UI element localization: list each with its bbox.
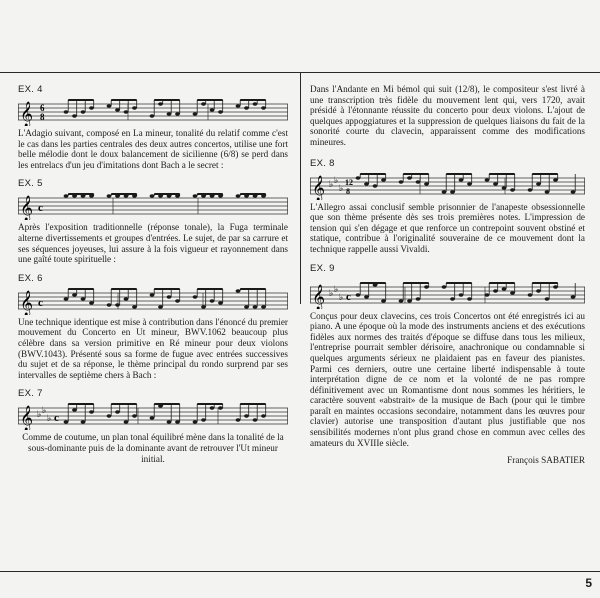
note-head	[236, 104, 241, 107]
note-head	[218, 407, 223, 410]
note-head	[124, 297, 129, 300]
note-head	[493, 289, 498, 292]
note-head	[364, 295, 369, 298]
svg-text:𝄞: 𝄞	[20, 406, 34, 431]
note-head	[545, 190, 550, 193]
page-number: 5	[585, 576, 592, 590]
note-head	[175, 112, 180, 115]
note-head	[450, 190, 455, 193]
paragraph: Une technique identique est mise à contribution dans l'énoncé du premier mouvement du Concerto en Ut mineur, BWV.1062 beaucoup plus célèbre dans sa version primitive en Ré mineur pour deux violons (BWV.1043). Présenté sous sa forme de fugue avec entrées successives du sujet et de sa réponse, le thème principal du rondo surprend par ses intervalles de septième chers à Bach :	[18, 316, 288, 380]
svg-text:♭: ♭	[334, 174, 339, 185]
note-head	[89, 411, 94, 414]
svg-text:𝄞: 𝄞	[20, 102, 34, 126]
note-head	[193, 295, 198, 298]
note-head	[124, 421, 129, 424]
note-head	[167, 112, 172, 115]
note-head	[132, 415, 137, 418]
note-head	[150, 114, 155, 117]
svg-text:♭: ♭	[37, 409, 42, 420]
svg-text:𝄞: 𝄞	[312, 284, 326, 309]
svg-text:♭: ♭	[334, 283, 339, 294]
note-head	[459, 293, 464, 296]
note-head	[72, 409, 77, 412]
svg-text:♭: ♭	[329, 178, 334, 189]
left-column	[18, 84, 288, 464]
note-head	[193, 421, 198, 424]
note-head	[81, 110, 86, 113]
note-head	[210, 108, 215, 111]
paragraph: Après l'exposition traditionnelle (réponse tonale), la Fuga terminale alterne divertissements et groupes d'entrées. Le sujet, de par sa carrure et ses séquences joyeuses, lui assure à la fois vigueur et rayonnement dans une gaîté toute spirituelle :	[18, 222, 288, 265]
right-column	[310, 84, 585, 474]
note-head	[107, 415, 112, 418]
note-head	[510, 291, 515, 294]
note-head	[64, 421, 69, 424]
note-head	[416, 297, 421, 300]
author-signature: François SABATIER	[507, 455, 585, 466]
note-head	[210, 299, 215, 302]
note-head	[356, 293, 361, 296]
note-head	[175, 299, 180, 302]
paragraph: Dans l'Andante en Mi bémol qui suit (12/8), le compositeur s'est livré à une transcription très fidèle du mouvement lent qui, vers 1720, avait présidé à l'étonnante réussite du concerto pour deux violons. L'ajout de quelques appoggiatures et la suppression de quelques liaisons du fait de la sonorité courte du clavecin, apparaissent comme des modifications mineures.	[310, 84, 585, 147]
note-head	[115, 108, 120, 111]
note-head	[416, 180, 421, 183]
note-head	[107, 195, 112, 198]
example-label: EX. 7	[18, 388, 43, 400]
svg-text:6: 6	[40, 103, 45, 113]
note-head	[72, 293, 77, 296]
note-head	[364, 182, 369, 185]
note-head	[201, 419, 206, 422]
note-head	[236, 195, 241, 198]
note-head	[450, 297, 455, 300]
note-head	[253, 419, 258, 422]
note-head	[261, 415, 266, 418]
note-head	[210, 407, 215, 410]
note-head	[502, 287, 507, 290]
note-head	[424, 285, 429, 288]
paragraph: L'Allegro assai conclusif semble prisonnier de l'anapeste obsessionnelle que son thème présente dès ses trois premières notes. L'impression de tension qui s'en dégage et que renforce un contrepoint souvent obstiné et statique, contribue à l'originalité souveraine de ce mouvement dont la technique rappelle aussi Vivaldi.	[310, 201, 585, 254]
example-6	[18, 273, 288, 381]
note-head	[442, 190, 447, 193]
note-head	[467, 297, 472, 300]
note-head	[158, 102, 163, 105]
svg-text:𝄞: 𝄞	[312, 175, 326, 200]
note-head	[175, 421, 180, 424]
note-head	[442, 285, 447, 288]
example-label: EX. 8	[310, 157, 335, 169]
note-head	[536, 289, 541, 292]
note-head	[115, 411, 120, 414]
note-head	[167, 295, 172, 298]
note-head	[553, 285, 558, 288]
note-head	[201, 305, 206, 308]
note-head	[115, 303, 120, 306]
note-head	[381, 299, 386, 302]
note-head	[244, 106, 249, 109]
note-head	[124, 110, 129, 113]
note-head	[493, 182, 498, 185]
column-divider	[300, 72, 301, 304]
example-label: EX. 5	[18, 178, 43, 190]
note-head	[150, 417, 155, 420]
svg-text:♭: ♭	[329, 287, 334, 298]
svg-text:𝄞: 𝄞	[20, 196, 34, 221]
note-head	[381, 178, 386, 181]
note-head	[253, 305, 258, 308]
example-5	[18, 178, 288, 264]
music-staff-ex6	[18, 285, 288, 315]
note-head	[244, 305, 249, 308]
note-head	[193, 112, 198, 115]
note-head	[399, 180, 404, 183]
note-head	[373, 184, 378, 187]
note-head	[193, 195, 198, 198]
svg-text:12: 12	[345, 177, 353, 187]
note-head	[72, 114, 77, 117]
note-head	[236, 289, 241, 292]
svg-text:8: 8	[40, 112, 45, 122]
note-head	[107, 104, 112, 107]
note-head	[261, 106, 266, 109]
note-head	[64, 195, 69, 198]
note-head	[459, 178, 464, 181]
note-head	[107, 303, 112, 306]
example-label: EX. 4	[18, 84, 43, 95]
note-head	[536, 182, 541, 185]
svg-text:8: 8	[346, 186, 350, 196]
bottom-divider	[0, 571, 600, 572]
svg-text:♭: ♭	[42, 405, 47, 416]
note-head	[571, 295, 576, 298]
note-head	[545, 297, 550, 300]
svg-text:♭: ♭	[47, 413, 52, 424]
music-staff-ex5	[18, 190, 288, 220]
note-head	[64, 110, 69, 113]
note-head	[150, 195, 155, 198]
paragraph: Conçus pour deux clavecins, ces trois Concertos ont été enregistrés ici au piano. A une époque où la mode des instruments anciens et des exécutions fidèles aux normes des traités d'époque se diffuse dans tous les milieux, l'entreprise pourrait sembler dérisoire, anachronique ou condamnable si quelques arguments sérieux ne plaidaient pas en faveur des pianistes. Parmi ces derniers, outre une certaine liberté indispensable à toute interprétation digne de ce nom et la volonté de ne pas rompre définitivement avec un Romantisme dont nous sommes les héritiers, le caractère souvent «abstrait» de la musique de Bach (pour qui le timbre paraît en maintes occasions secondaire, notamment dans les œuvres pour clavier) autorise une transposition d'autant plus justifiable que nos sensibilités modernes n'ont plus grand chose en commun avec celles des amateurs du XVIIIe siècle.	[310, 310, 585, 448]
example-label: EX. 6	[18, 272, 43, 284]
music-staff-ex8	[310, 170, 585, 200]
note-head	[407, 176, 412, 179]
note-head	[132, 106, 137, 109]
example-4	[18, 84, 288, 170]
note-head	[81, 297, 86, 300]
note-head	[132, 305, 137, 308]
note-head	[89, 106, 94, 109]
note-head	[64, 297, 69, 300]
svg-text:♭: ♭	[339, 182, 344, 193]
note-head	[261, 305, 266, 308]
note-head	[201, 102, 206, 105]
note-head	[158, 305, 163, 308]
note-head	[553, 178, 558, 181]
note-head	[467, 182, 472, 185]
example-label: EX. 9	[310, 262, 335, 274]
note-head	[485, 178, 490, 181]
svg-text:♭: ♭	[339, 291, 344, 302]
paragraph: Comme de coutume, un plan tonal équilibré mène dans la tonalité de la sous-dominante puis de la dominante avant de retrouver l'Ut mineur initial.	[22, 432, 284, 464]
note-head	[510, 188, 515, 191]
svg-text:c: c	[54, 412, 59, 425]
example-7	[18, 388, 288, 464]
note-head	[244, 415, 249, 418]
example-8	[310, 158, 585, 255]
svg-text:c: c	[38, 202, 43, 215]
note-head	[236, 419, 241, 422]
music-staff-ex4	[18, 96, 288, 126]
note-head	[81, 421, 86, 424]
note-head	[571, 190, 576, 193]
note-head	[150, 293, 155, 296]
note-head	[218, 301, 223, 304]
svg-text:c: c	[38, 296, 43, 309]
note-head	[528, 293, 533, 296]
note-head	[356, 176, 361, 179]
note-head	[399, 299, 404, 302]
example-9	[310, 263, 585, 449]
note-head	[407, 299, 412, 302]
paragraph: L'Adagio suivant, composé en La mineur, tonalité du relatif comme c'est le cas dans les parties centrales des deux autres concertos, utilise une fort belle mélodie dont le doux balancement de sicilienne (6/8) se perd dans les entrelacs d'un jeu d'imitations dont Bach a le secret :	[18, 128, 288, 170]
note-head	[485, 293, 490, 296]
note-head	[167, 421, 172, 424]
svg-text:𝄞: 𝄞	[20, 290, 34, 315]
music-staff-ex9	[310, 275, 585, 309]
note-head	[528, 188, 533, 191]
note-head	[502, 186, 507, 189]
note-head	[424, 182, 429, 185]
svg-text:c: c	[346, 290, 351, 303]
note-head	[253, 102, 258, 105]
note-head	[89, 301, 94, 304]
music-staff-ex7	[18, 400, 288, 430]
note-head	[218, 110, 223, 113]
